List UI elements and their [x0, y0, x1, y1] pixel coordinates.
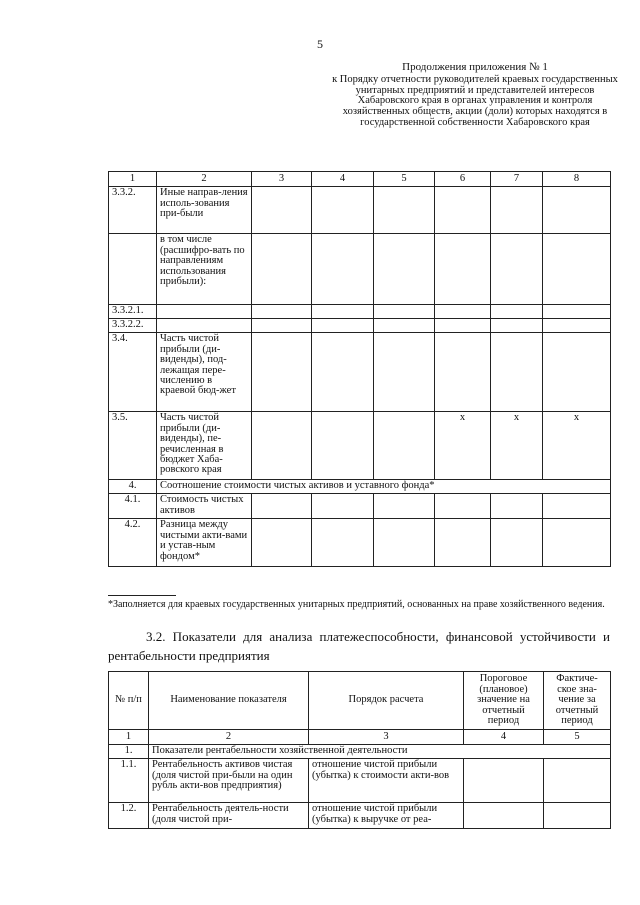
- cell: [312, 519, 374, 567]
- cell: [543, 305, 611, 319]
- cell: [435, 519, 491, 567]
- cell: [544, 803, 611, 829]
- appendix-text: к Порядку отчетности руководителей краевых государственных унитарных предприятий и представителей интересов Хабаровского края в органах управления и контроля хозяйственных обществ, акции (доли) которых находятся в государственной собственности Хабаровского края: [332, 73, 618, 128]
- analysis-table: [108, 671, 611, 829]
- header-cell: Фактиче-ское зна-чение за отчетный период: [544, 672, 611, 730]
- row-name: [157, 319, 252, 333]
- row-name: Показатели рентабельности хозяйственной деятельности: [149, 745, 611, 759]
- cell: [252, 412, 312, 480]
- table-row: [109, 480, 611, 494]
- row-name: Соотношение стоимости чистых активов и уставного фонда*: [157, 480, 611, 494]
- cell: [491, 234, 543, 305]
- cell: [435, 305, 491, 319]
- section-title: 3.2. Показатели для анализа платежеспособности, финансовой устойчивости и рентабельности предприятия: [108, 629, 610, 663]
- cell: [374, 519, 435, 567]
- cell: [312, 305, 374, 319]
- cell: x: [435, 412, 491, 480]
- cell: [374, 412, 435, 480]
- header-cell: Пороговое (плановое) значение на отчетный период: [464, 672, 544, 730]
- row-name: в том числе (расшифро-вать по направлениям использования прибыли):: [157, 234, 252, 305]
- column-number: 3: [309, 730, 464, 745]
- cell: [252, 234, 312, 305]
- row-name: Часть чистой прибыли (ди-виденды), пе-речисленная в бюджет Хаба-ровского края: [157, 412, 252, 480]
- row-name: Рентабельность деятель-ности (доля чистой при-: [149, 803, 309, 829]
- cell: [464, 759, 544, 803]
- cell: [312, 187, 374, 234]
- indicators-table: [108, 171, 611, 567]
- row-number: 4.2.: [109, 519, 157, 567]
- column-number: 2: [149, 730, 309, 745]
- column-number: 5: [544, 730, 611, 745]
- row-number: [109, 234, 157, 305]
- row-number: 4.1.: [109, 494, 157, 519]
- table-header-row: [109, 172, 611, 187]
- header-cell: Наименование показателя: [149, 672, 309, 730]
- table-row: [109, 234, 611, 305]
- row-number: 4.: [109, 480, 157, 494]
- row-number: 1.: [109, 745, 149, 759]
- header-cell: 8: [543, 172, 611, 187]
- cell: [435, 187, 491, 234]
- table-row: [109, 745, 611, 759]
- cell: [544, 759, 611, 803]
- cell: [435, 234, 491, 305]
- table-row: [109, 494, 611, 519]
- cell: [491, 519, 543, 567]
- cell: x: [491, 412, 543, 480]
- table-row: [109, 319, 611, 333]
- cell: [491, 305, 543, 319]
- table-row: [109, 333, 611, 412]
- footnote-divider: [108, 595, 176, 596]
- table-row: [109, 519, 611, 567]
- header-cell: 2: [157, 172, 252, 187]
- cell: [374, 333, 435, 412]
- table-row: [109, 187, 611, 234]
- cell: [435, 319, 491, 333]
- table-row: [109, 412, 611, 480]
- cell: [435, 494, 491, 519]
- cell: [252, 319, 312, 333]
- cell: [374, 319, 435, 333]
- header-cell: 5: [374, 172, 435, 187]
- cell: [312, 494, 374, 519]
- row-number: 3.4.: [109, 333, 157, 412]
- header-cell: Порядок расчета: [309, 672, 464, 730]
- cell: x: [543, 412, 611, 480]
- table-row: [109, 759, 611, 803]
- cell: [252, 187, 312, 234]
- cell: [543, 234, 611, 305]
- header-cell: 3: [252, 172, 312, 187]
- cell: [491, 319, 543, 333]
- cell: [491, 494, 543, 519]
- column-number: 4: [464, 730, 544, 745]
- header-cell: 4: [312, 172, 374, 187]
- row-number: 3.3.2.2.: [109, 319, 157, 333]
- table-row: [109, 305, 611, 319]
- row-name: Разница между чистыми акти-вами и устав-ным фондом*: [157, 519, 252, 567]
- row-name: Иные направ-ления исполь-зования при-были: [157, 187, 252, 234]
- row-calc: отношение чистой прибыли (убытка) к выручке от реа-: [309, 803, 464, 829]
- cell: [543, 319, 611, 333]
- cell: [543, 333, 611, 412]
- header-cell: № п/п: [109, 672, 149, 730]
- row-name: Стоимость чистых активов: [157, 494, 252, 519]
- header-cell: 1: [109, 172, 157, 187]
- header-cell: 6: [435, 172, 491, 187]
- row-number: 3.3.2.: [109, 187, 157, 234]
- cell: [252, 519, 312, 567]
- cell: [252, 333, 312, 412]
- footnote: *Заполняется для краевых государственных унитарных предприятий, основанных на праве хозяйственного ведения.: [108, 599, 605, 610]
- cell: [543, 494, 611, 519]
- cell: [464, 803, 544, 829]
- row-name: Часть чистой прибыли (ди-виденды), под-лежащая пере-числению в краевой бюд-жет: [157, 333, 252, 412]
- cell: [312, 234, 374, 305]
- appendix-title: Продолжения приложения № 1: [402, 61, 548, 73]
- cell: [543, 519, 611, 567]
- row-name: [157, 305, 252, 319]
- row-number: 3.3.2.1.: [109, 305, 157, 319]
- page-number: 5: [317, 37, 323, 51]
- row-name: Рентабельность активов чистая (доля чистой при-были на один рубль акти-вов предприятия): [149, 759, 309, 803]
- cell: [491, 187, 543, 234]
- table-row: [109, 803, 611, 829]
- appendix-header: [330, 62, 620, 129]
- cell: [491, 333, 543, 412]
- column-number-row: [109, 730, 611, 745]
- cell: [252, 305, 312, 319]
- cell: [312, 319, 374, 333]
- cell: [252, 494, 312, 519]
- cell: [435, 333, 491, 412]
- cell: [543, 187, 611, 234]
- cell: [374, 494, 435, 519]
- row-number: 1.2.: [109, 803, 149, 829]
- cell: [312, 333, 374, 412]
- header-cell: 7: [491, 172, 543, 187]
- cell: [374, 234, 435, 305]
- row-number: 1.1.: [109, 759, 149, 803]
- cell: [312, 412, 374, 480]
- row-calc: отношение чистой прибыли (убытка) к стоимости акти-вов: [309, 759, 464, 803]
- cell: [374, 305, 435, 319]
- column-number: 1: [109, 730, 149, 745]
- row-number: 3.5.: [109, 412, 157, 480]
- cell: [374, 187, 435, 234]
- table-header-row: [109, 672, 611, 730]
